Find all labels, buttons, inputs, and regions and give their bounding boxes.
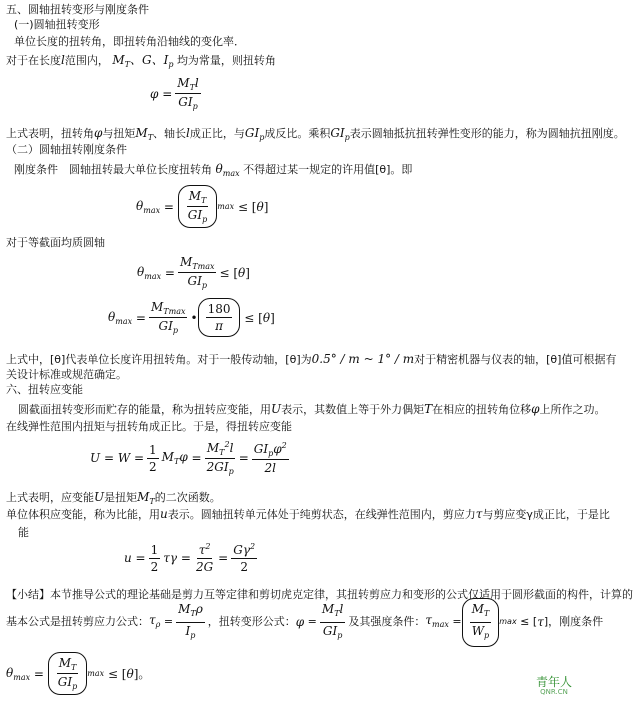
para-allowable-2: 关设计标准或规范确定。: [6, 368, 127, 381]
summary-para-1: 【小结】本节推导公式的理论基础是剪力互等定律和剪切虎克定律，其扭转剪应力和变形的公式仅适用于圆形截面的构件，计算的: [6, 588, 633, 601]
section6-title: 六、扭转应变能: [6, 383, 83, 396]
para-uniform-shaft: 对于等截面均质圆轴: [6, 236, 105, 249]
para-specific-energy-2: 能: [18, 526, 29, 539]
formula-uniform-1: $\theta_{max}$ = $\frac{M_{Tmax}}{GI_p}$ ≤ [ θ ]: [137, 255, 250, 290]
formula-twist-angle: φ = $\frac{M_Tl}{GI_p}$: [150, 76, 199, 111]
subsection1-title: (一)圆轴扭转变形: [14, 18, 100, 31]
formula-uniform-2: $\theta_{max}$ = $\frac{M_{Tmax}}{GI_p}$ • $\frac{180}{\pi}$ ≤ [ θ ]: [108, 300, 275, 335]
formula-specific-energy: u = $\frac{1}{2}$ τγ = $\frac{\tau^2}{2G}$ = $\frac{G\gamma^2}{2}$: [124, 542, 256, 574]
para-strain-energy: 圆截面扭转变形而贮存的能量，称为扭转应变能，用U表示，其数值上等于外力偶矩T在相应的扭转角位移φ上所作之功。: [18, 402, 606, 416]
summary-formulas: 基本公式是扭转剪应力公式： $\tau_\rho$ = $\frac{M_T\rho}{I_p}$ ，扭转变形公式： φ = $\frac{M_Tl}{GI_p}$ 及其强度条件： $\tau_{max}$ = $\frac{M_T}{W_p}$ max ≤ [ τ ] ，刚度条件: [6, 600, 603, 644]
subsection2-title: （二）圆轴扭转刚度条件: [6, 143, 127, 156]
para-unit-angle: 单位长度的扭转角，即扭转角沿轴线的变化率．: [14, 35, 245, 48]
para-linear: 在线弹性范围内扭矩与扭转角成正比。于是，得扭转应变能: [6, 420, 292, 433]
formula-strain-energy: U = W = $\frac{1}{2}$ $M_T\varphi$ = $\frac{M_T^2l}{2GI_p}$ = $\frac{GI_p\varphi^2}{2l}$: [90, 440, 287, 476]
para-stiffness: 刚度条件 圆轴扭转最大单位长度扭转角 $\theta_{max}$ 不得超过某一规定的许用值[θ]。即: [14, 162, 413, 178]
formula-stiffness-condition: $\theta_{max}$ = $\frac{M_T}{GI_p}$ max ≤ [ θ ]: [136, 185, 268, 228]
para-proportional: 上式表明，扭转角φ与扭矩$M_T$、轴长l成正比，与$GI_p$成反比。乘积$GI_p$表示圆轴抵抗扭转弹性变形的能力，称为圆轴抗扭刚度。: [6, 126, 625, 142]
para-allowable: 上式中，[θ]代表单位长度许用扭转角。对于一般传动轴，[θ]为0.5° / m ~ 1° / m对于精密机器与仪表的轴，[θ]值可根据有: [6, 352, 617, 366]
section5-title: 五、圆轴扭转变形与刚度条件: [6, 3, 149, 16]
watermark-logo: 青年人 QNR.CN: [535, 675, 572, 696]
formula-summary-stiffness: $\theta_{max}$ = $\frac{M_T}{GI_p}$ max ≤ [ θ ] 。: [6, 652, 150, 695]
para-specific-energy: 单位体积应变能，称为比能，用u表示。圆轴扭转单元体处于纯剪状态，在线弹性范围内，剪应力τ与剪应变γ成正比，于是比: [6, 507, 610, 521]
para-quadratic: 上式表明，应变能U是扭矩$M_T$的二次函数。: [6, 490, 221, 506]
para-constant: 对于在长度l范围内， $M_T$、G、$I_p$ 均为常量，则扭转角: [6, 53, 276, 69]
